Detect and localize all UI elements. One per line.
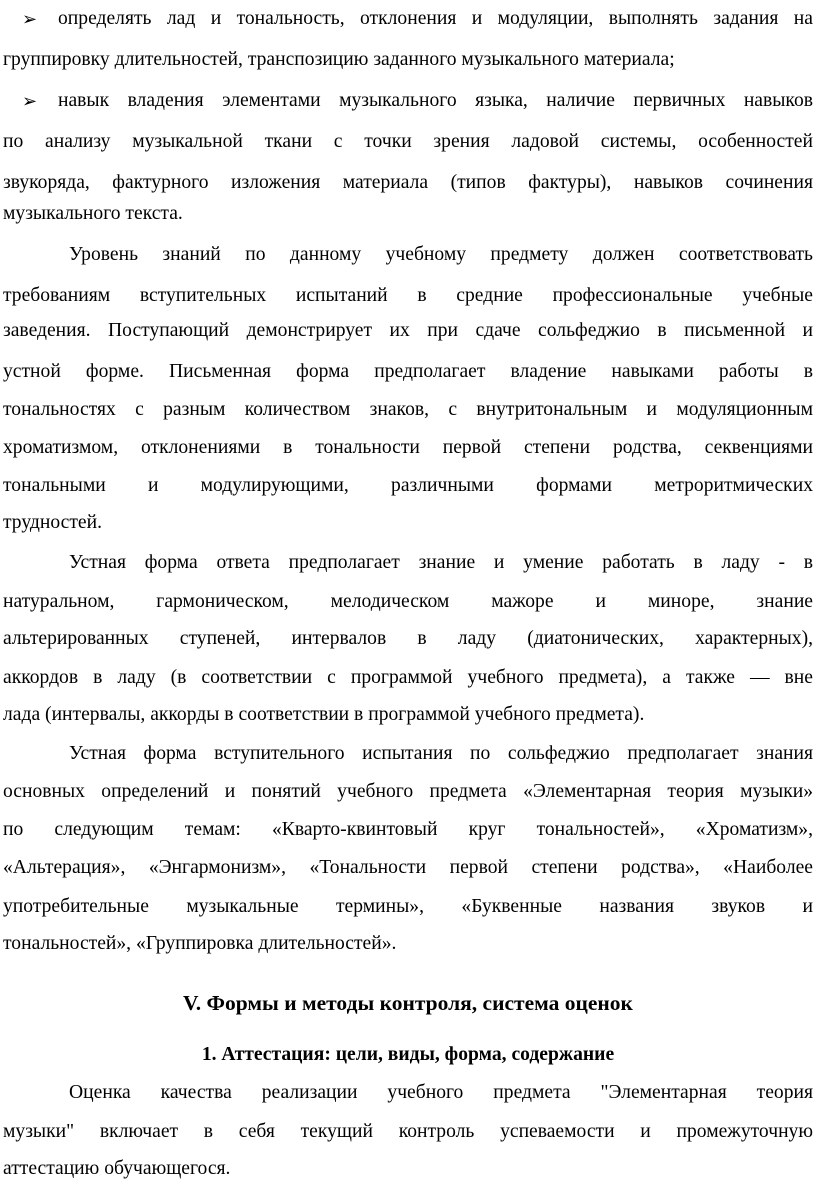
paragraph-1-line-5: тональностях с разным количеством знаков, с внутритональным и модуляционным [3,399,813,420]
bullet-2-line-1: навык владения элементами музыкального языка, наличие первичных навыков [58,90,813,111]
arrowhead-bullet-icon: ➢ [22,91,38,111]
paragraph-3-line-3: по следующим темам: «Кварто-квинтовый круг тональностей», «Хроматизм», [3,819,813,840]
paragraph-1-line-3: заведения. Поступающий демонстрирует их при сдаче сольфеджио в письменной и [3,320,813,341]
paragraph-1-line-7: тональными и модулирующими, различными формами метроритмических [3,475,813,496]
bullet-2-line-2: по анализу музыкальной ткани с точки зрения ладовой системы, особенностей [3,131,813,152]
bullet-2-line-3: звукоряда, фактурного изложения материала (типов фактуры), навыков сочинения [3,172,813,193]
paragraph-1-line-6: хроматизмом, отклонениями в тональности первой степени родства, секвенциями [3,437,813,458]
paragraph-1-line-1: Уровень знаний по данному учебному предмету должен соответствовать [69,244,813,265]
final-paragraph-line-3: аттестацию обучающегося. [3,1158,231,1179]
bullet-1-line-1: определять лад и тональность, отклонения и модуляции, выполнять задания на [58,8,813,29]
paragraph-2-line-2: натуральном, гармоническом, мелодическом мажоре и миноре, знание [3,591,813,612]
bullet-1-line-2: группировку длительностей, транспозицию заданного музыкального материала; [3,49,675,70]
final-paragraph-line-1: Оценка качества реализации учебного предмета "Элементарная теория [69,1082,813,1103]
paragraph-2-line-3: альтерированных ступеней, интервалов в ладу (диатонических, характерных), [3,628,813,649]
paragraph-2-line-5: лада (интервалы, аккорды в соответствии в программой учебного предмета). [3,704,645,725]
paragraph-1-line-2: требованиям вступительных испытаний в средние профессиональные учебные [3,285,813,306]
bullet-2-line-4: музыкального текста. [3,203,183,224]
final-paragraph-line-2: музыки" включает в себя текущий контроль успеваемости и промежуточную [3,1121,813,1142]
paragraph-3-line-2: основных определений и понятий учебного предмета «Элементарная теория музыки» [3,781,813,802]
arrowhead-bullet-icon: ➢ [22,9,38,29]
paragraph-3-line-4: «Альтерация», «Энгармонизм», «Тональности первой степени родства», «Наиболее [3,857,813,878]
paragraph-2-line-1: Устная форма ответа предполагает знание и умение работать в ладу - в [69,552,813,573]
paragraph-3-line-1: Устная форма вступительного испытания по сольфеджио предполагает знания [69,743,813,764]
paragraph-2-line-4: аккордов в ладу (в соответствии с программой учебного предмета), а также — вне [3,667,813,688]
paragraph-1-line-8: трудностей. [3,512,102,533]
paragraph-3-line-5: употребительные музыкальные термины», «Буквенные названия звуков и [3,896,813,917]
paragraph-3-line-6: тональностей», «Группировка длительностей». [3,933,397,954]
section-subheading: 1. Аттестация: цели, виды, форма, содержание [201,1044,615,1065]
section-heading: V. Формы и методы контроля, система оценок [183,991,633,1015]
paragraph-1-line-4: устной форме. Письменная форма предполагает владение навыками работы в [3,361,813,382]
